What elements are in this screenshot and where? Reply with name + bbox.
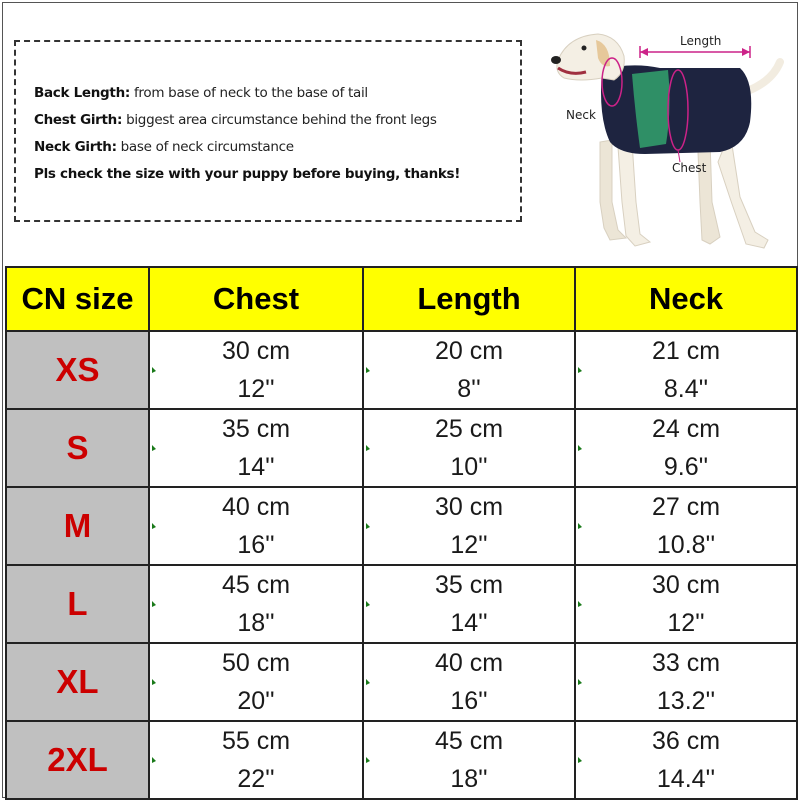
- dog-illustration: [540, 22, 790, 257]
- dog-measurement-diagram: [540, 22, 790, 257]
- header-neck: Neck: [575, 267, 797, 331]
- chest-cell: 45 cm 18'': [149, 565, 363, 643]
- table-row: [6, 409, 797, 487]
- neck-cell: 24 cm 9.6'': [575, 409, 797, 487]
- length-cell: 35 cm 14'': [363, 565, 575, 643]
- table-row: [6, 565, 797, 643]
- neck-cell: 33 cm 13.2'': [575, 643, 797, 721]
- neck-cell: 36 cm 14.4'': [575, 721, 797, 799]
- table-header-row: [6, 267, 797, 331]
- size-cell: M: [6, 487, 149, 565]
- length-cell: 45 cm 18'': [363, 721, 575, 799]
- size-cell: L: [6, 565, 149, 643]
- neck-girth-line: Neck Girth: base of neck circumstance: [34, 139, 294, 155]
- size-table: [5, 266, 798, 800]
- length-cell: 40 cm 16'': [363, 643, 575, 721]
- length-label: Length: [680, 34, 722, 48]
- chest-girth-line: Chest Girth: biggest area circumstance behind the front legs: [34, 112, 437, 128]
- size-cell: XS: [6, 331, 149, 409]
- table-row: [6, 331, 797, 409]
- length-cell: 20 cm 8'': [363, 331, 575, 409]
- header-length: Length: [363, 267, 575, 331]
- size-cell: 2XL: [6, 721, 149, 799]
- neck-cell: 27 cm 10.8'': [575, 487, 797, 565]
- header-chest: Chest: [149, 267, 363, 331]
- size-check-note: Pls check the size with your puppy before buying, thanks!: [34, 166, 461, 182]
- neck-cell: 21 cm 8.4'': [575, 331, 797, 409]
- chest-label: Chest: [672, 161, 707, 175]
- size-cell: XL: [6, 643, 149, 721]
- back-length-line: Back Length: from base of neck to the base of tail: [34, 85, 368, 101]
- neck-label: Neck: [566, 108, 596, 122]
- neck-cell: 30 cm 12'': [575, 565, 797, 643]
- chest-cell: 40 cm 16'': [149, 487, 363, 565]
- table-row: [6, 721, 797, 799]
- chest-cell: 50 cm 20'': [149, 643, 363, 721]
- length-cell: 25 cm 10'': [363, 409, 575, 487]
- chest-cell: 55 cm 22'': [149, 721, 363, 799]
- measurement-info-box: [14, 40, 522, 222]
- table-row: [6, 487, 797, 565]
- table-row: [6, 643, 797, 721]
- header-cn-size: CN size: [6, 267, 149, 331]
- chest-cell: 30 cm 12'': [149, 331, 363, 409]
- length-cell: 30 cm 12'': [363, 487, 575, 565]
- chest-cell: 35 cm 14'': [149, 409, 363, 487]
- size-cell: S: [6, 409, 149, 487]
